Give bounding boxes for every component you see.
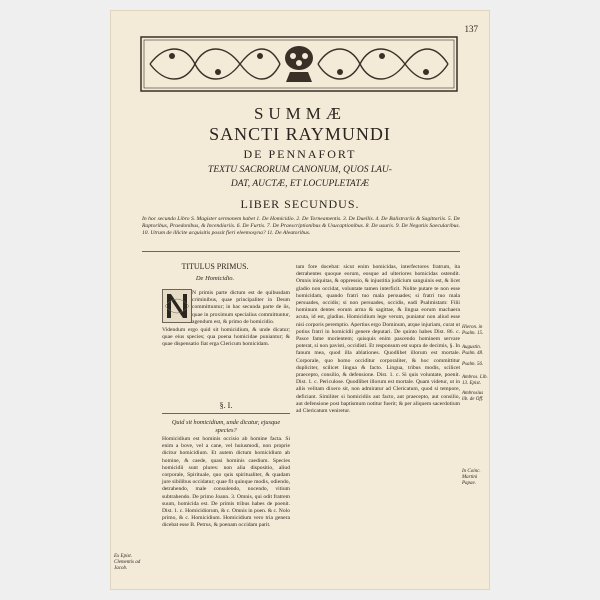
divider: [162, 413, 290, 414]
intro-text-continued: Videndum ergo quid sit homicidium, & unde dicatur; quae eius species; qua poena homicidae puniantur; & quae dispensatio fiat erga Clericum homicidam.: [162, 327, 290, 348]
intro-text: N primis parte dictum est de quibusdam criminibus, quae principaliter in Deum committuntur; in hac secunda parte de iis, quae in proximum specialius committuntur, agendum est, & primo de homicidio.: [192, 290, 290, 325]
divider: [142, 251, 460, 252]
ornamental-headpiece-icon: [140, 36, 458, 92]
section-question: Quid sit homicidium, unde dicatur, ejusque species?: [171, 419, 281, 434]
title-line-1: SUMMÆ: [253, 104, 347, 123]
margin-note: Ambros. Lib. 13. Epist.: [462, 375, 488, 386]
title-line-2: SANCTI RAYMUNDI: [209, 124, 391, 144]
book-page: [110, 10, 490, 590]
section-heading: §. I.: [219, 401, 233, 410]
margin-note: Ambrosius lib. de Off.: [462, 391, 484, 402]
book-summary: In hoc secundo Libro S. Magister sermonem habet 1. De Homicidio. 2. De Torneamentis. 3. De Duellis. 4. De Balistrariis & Sagittariis. 5. De Raptoribus, Praedonibus, & Incendiariis. 6. De Furtis. 7. De Praescriptionibus & Usucaptionibus. 8. De usuris. 9. De Negotiis Saecularibus. 10. Utrum de illicite acquisitis possit fieri eleemosyna? 11. De Aleatoribus.: [142, 216, 460, 237]
margin-note: Augustin. Psalm. 48.: [462, 345, 484, 356]
chapter-subtitle: De Homicidio.: [195, 275, 235, 282]
chapter-title: TITULUS PRIMUS.: [181, 262, 249, 271]
margin-note: Psalm. 56.: [462, 362, 484, 367]
book-title: LIBER SECUNDUS.: [240, 197, 360, 211]
margin-note: In Coinc. Martini Papae.: [462, 469, 481, 486]
subtitle-line-1: TEXTU SACRORUM CANONUM, QUOS LAU-: [208, 165, 392, 175]
body-text-right-column: tam fore docebat: sicut enim homicidas, interfectores fratrum, ita detrahentes quoque eorum, eosque ad ulteriores homicidas ostendit. Omnis iniquitas, & oppressio, & injustitia judicium sanguinis est, & licet gladio non occidat, voluntate tamen interficit. Nolite putare te non esse homicidam, quando fratri tuo mala persuades; si fratri tuo mala persuades, occidis; si non persuades, occidis, eadi Psalmistam: Filii hominum dentes eorum arma & sagittae, & lingua eorum machaera acuta, id est, gladius. Homicidium lege verum, puniatur non aliud esse nisi corporis peremptio. Apertius ergo Dominum, atque injuriam, curat ut potius fratri in homicidii genere deputari. De quinto habes Dist. 86. c. Pasce fame morientem; quisquis enim pascendo hominem servare poterat, si non pavisti, occidisti. Et responsum est supra de decimis, §. In fanum mea, quod illa ablationes. Quodlibet illorum est mortale. Corporale, quo homo occiditur corporaliter, & hoc committitur dupliciter, scilicet lingua & facto. Lingua, tribus modis, scilicet praecepto, consilio, & defensione. Dist. 1. c. Si quis voluntate, poenit. Dist. 1. c. Periculose. Quodlibet illorum est mortale. Quam videtur, ut in aliis velitam dixero sit, non admiratur ad Clericatum, quod si tempore, deficiant. Similiter si homicidiis aut facto, aut praecepto, aut consilio, aut defensione post baptismum notitur fuerit; & per aliquem sacerdotium ad Clericatum veniretur.: [296, 264, 460, 415]
title-line-3: DE PENNAFORT: [243, 147, 357, 161]
subtitle-line-2: DAT, AUCTÆ, ET LOCUPLETATÆ: [230, 179, 370, 189]
margin-note: Hieron. in Psalm. 15.: [462, 325, 484, 336]
decorated-initial-icon: [162, 289, 192, 323]
margin-note-left: Ex Epist. Clementis ad Jacob.: [114, 554, 141, 571]
section-body-left: Homicidium est hominis occisio ab homine facta. Si enim a bove, vel a cane, vel huiusmodi, non proprie dicitur homicidium. Et autem dictum homicidium ab homine, & caede, quasi hominis caedium. Species homicidii sunt plures: non alia dispositio, aliud corporale, Spirituale, quo quis spiritualiter, & quadam jure sibilibus occidatur; quae fit quinque modis, odiendo, detrahendo, male consulendo, nocendo, vitium subtrahendo. De primo Joann. 3. Omnis, qui odit fratrem suum, homicida est. De primis tribus habes de poenit. Dist. 1. c. Homicidiorum, & c. Omnis in poen. & c. Nolo primo, & c. Homicidium. Homicidium vero tria genera dicebat esse B. Petrus, & poenam occidam parit.: [162, 436, 290, 529]
page-number: 137: [464, 24, 478, 34]
